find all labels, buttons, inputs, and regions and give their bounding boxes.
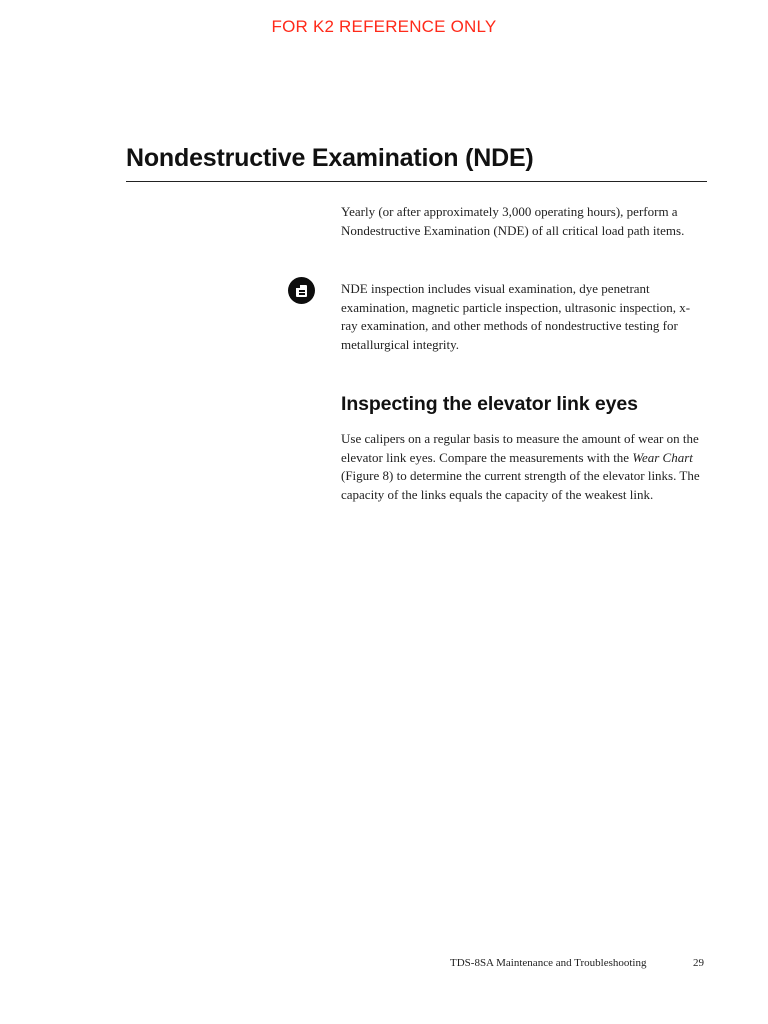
link-eyes-text-after: (Figure 8) to determine the current strength of the elevator links. The capacity of the links equals the capacity of the weakest link. bbox=[341, 468, 700, 502]
link-eyes-paragraph bbox=[341, 430, 703, 504]
page-title: Nondestructive Examination (NDE) bbox=[126, 144, 534, 172]
section-heading: Inspecting the elevator link eyes bbox=[341, 393, 638, 415]
nde-note-paragraph: NDE inspection includes visual examination, dye penetrant examination, magnetic particle inspection, ultrasonic inspection, x-ray examination, and other methods of nondestructive testing for metallurgical integrity. bbox=[341, 281, 691, 352]
footer-document-title: TDS-8SA Maintenance and Troubleshooting bbox=[450, 957, 647, 969]
title-divider bbox=[126, 181, 707, 182]
nde-yearly-paragraph: Yearly (or after approximately 3,000 operating hours), perform a Nondestructive Examination (NDE) of all critical load path items. bbox=[341, 204, 685, 238]
reference-watermark: FOR K2 REFERENCE ONLY bbox=[271, 17, 497, 36]
wear-chart-reference: Wear Chart bbox=[632, 449, 693, 465]
note-icon bbox=[288, 277, 315, 304]
page-number: 29 bbox=[693, 957, 704, 969]
link-eyes-text-before: Use calipers on a regular basis to measure the amount of wear on the elevator link eyes. Compare the measurements with the bbox=[341, 431, 699, 465]
